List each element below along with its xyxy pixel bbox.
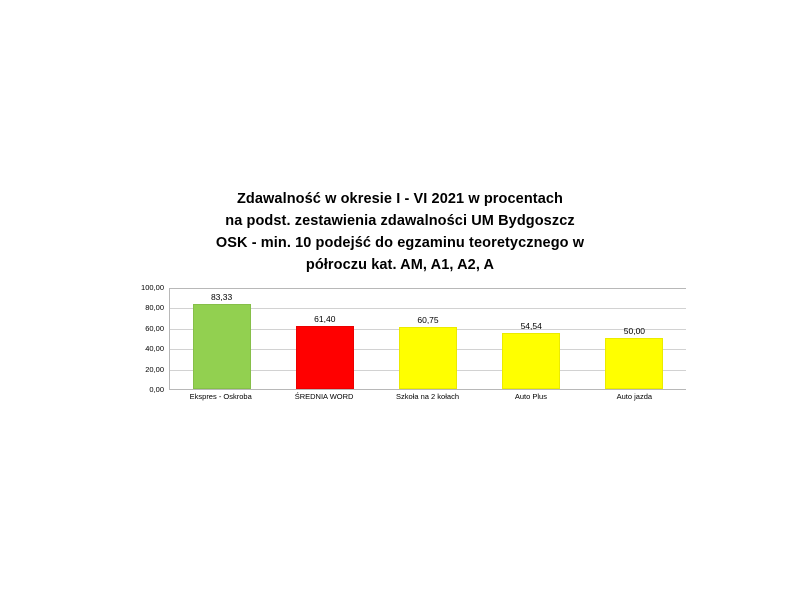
chart-title <box>100 188 700 276</box>
plot-grid <box>169 288 686 390</box>
category-label: ŚREDNIA WORD <box>294 392 354 401</box>
chart-title-line-4: półroczu kat. AM, A1, A2, A <box>305 257 495 273</box>
bar <box>605 326 663 389</box>
y-tick-label: 100,00 <box>141 283 164 292</box>
bar-value-label: 83,33 <box>210 292 233 303</box>
x-axis-category-labels <box>169 392 686 401</box>
bar-series <box>170 288 686 389</box>
bar-slot <box>376 288 479 389</box>
bar <box>399 315 457 389</box>
chart-plot-area <box>126 283 686 401</box>
y-tick-label: 0,00 <box>149 385 164 394</box>
bar-slot <box>480 288 583 389</box>
bar-value-label: 54,54 <box>520 321 542 332</box>
y-tick-label: 20,00 <box>145 364 164 374</box>
chart-title-line-3: OSK - min. 10 podejść do egzaminu teoretycznego w <box>215 235 585 251</box>
category-label: Ekspres - Oskroba <box>189 392 252 401</box>
y-axis-tick-labels <box>126 283 166 394</box>
bar-value-label: 60,75 <box>417 315 439 326</box>
bar-value-label: 50,00 <box>623 326 646 336</box>
bar-slot <box>273 288 376 389</box>
category-label: Auto Plus <box>514 392 547 401</box>
y-tick-label: 40,00 <box>145 344 164 354</box>
bar-slot <box>583 288 686 389</box>
category-label: Auto jazda <box>616 392 653 401</box>
chart-title-line-1: Zdawalność w okresie I - VI 2021 w procentach <box>236 191 564 207</box>
bar <box>193 292 251 389</box>
bar-slot <box>170 288 273 389</box>
category-label: Szkoła na 2 kołach <box>396 392 459 401</box>
bar <box>502 321 560 389</box>
y-tick-label: 80,00 <box>145 303 164 313</box>
chart-title-line-2: na podst. zestawienia zdawalności UM Bydgoszcz <box>225 213 575 229</box>
y-tick-label: 60,00 <box>145 323 164 333</box>
bar-value-label: 61,40 <box>314 314 336 325</box>
bar <box>296 314 354 389</box>
